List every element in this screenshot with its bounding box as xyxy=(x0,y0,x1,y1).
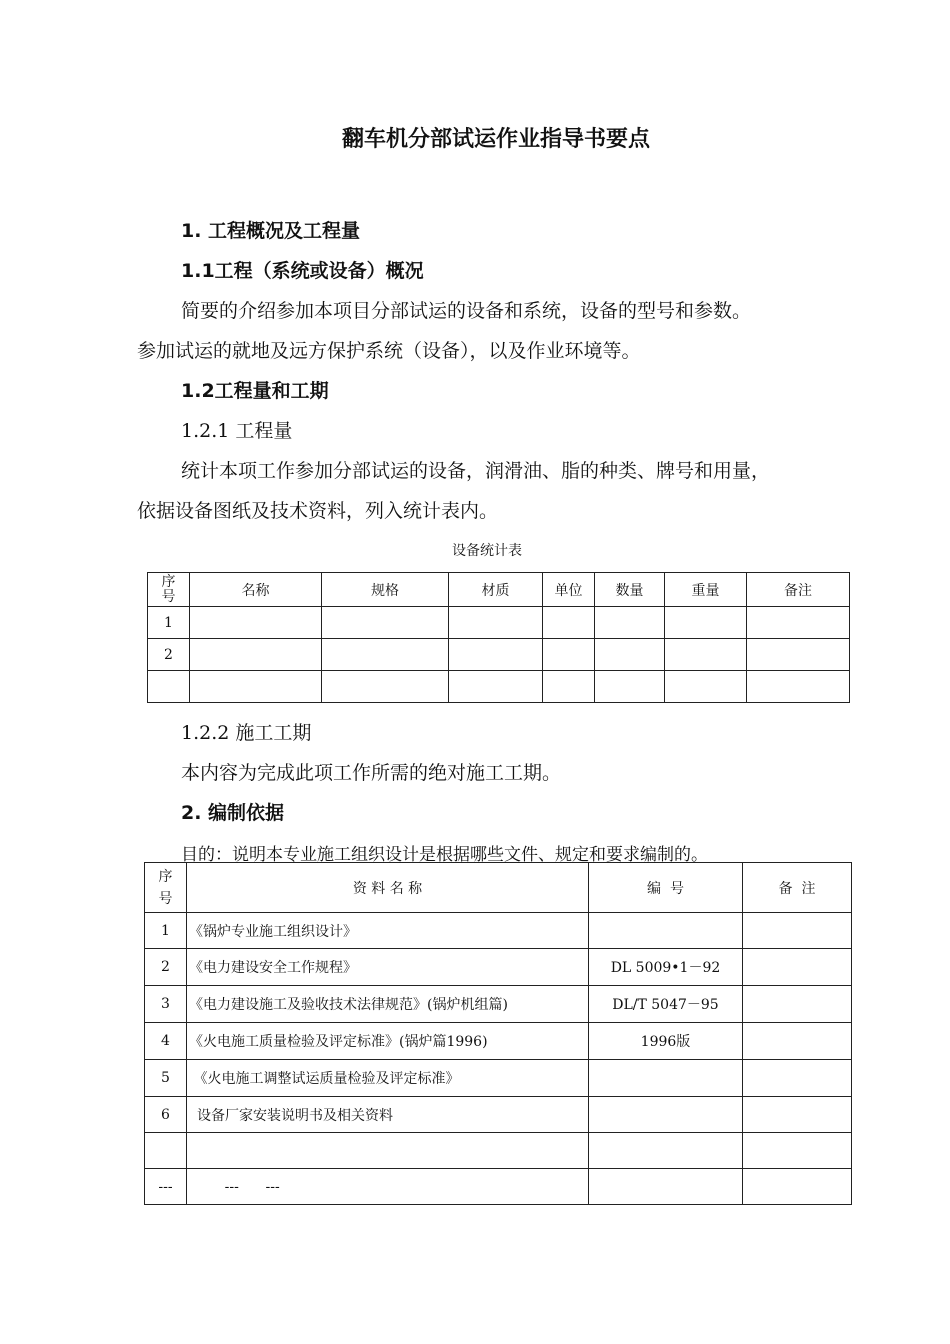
table-cell xyxy=(743,1133,852,1169)
section-2-heading: 2. 编制依据 xyxy=(181,802,285,824)
table-row xyxy=(145,1169,852,1205)
table-cell: --- --- xyxy=(187,1169,589,1205)
table-cell xyxy=(322,639,449,671)
table-cell xyxy=(743,1097,852,1133)
section-1-2-2-paragraph: 本内容为完成此项工作所需的绝对施工工期。 xyxy=(181,762,562,784)
table-cell xyxy=(747,671,850,703)
table-cell: 2 xyxy=(145,949,187,986)
section-1-1-heading: 1.1工程（系统或设备）概况 xyxy=(181,260,424,282)
equipment-header-unit: 单位 xyxy=(543,573,595,607)
table-cell xyxy=(449,607,543,639)
section-1-heading: 1. 工程概况及工程量 xyxy=(181,220,361,242)
section-1-1-paragraph-line-1: 简要的介绍参加本项目分部试运的设备和系统，设备的型号和参数。 xyxy=(181,300,752,322)
table-cell xyxy=(747,639,850,671)
table-cell xyxy=(449,639,543,671)
table-row xyxy=(148,671,850,703)
table-cell xyxy=(595,639,665,671)
equipment-header-name: 名称 xyxy=(190,573,322,607)
table-cell: 2 xyxy=(148,639,190,671)
table-cell: 《火电施工质量检验及评定标准》(锅炉篇1996) xyxy=(187,1023,589,1060)
basis-header-code: 编 号 xyxy=(589,863,743,913)
table-cell: --- xyxy=(145,1169,187,1205)
table-cell xyxy=(187,1133,589,1169)
table-row xyxy=(145,986,852,1023)
table-cell xyxy=(743,986,852,1023)
table-cell xyxy=(743,949,852,986)
table-cell xyxy=(747,607,850,639)
table-cell xyxy=(743,1169,852,1205)
equipment-statistics-table xyxy=(147,572,850,703)
equipment-table-header-row xyxy=(148,573,850,607)
table-cell xyxy=(589,1169,743,1205)
table-cell xyxy=(589,1097,743,1133)
equipment-header-spec: 规格 xyxy=(322,573,449,607)
table-cell xyxy=(148,671,190,703)
table-cell xyxy=(595,607,665,639)
section-1-1-paragraph-line-2: 参加试运的就地及远方保护系统（设备），以及作业环境等。 xyxy=(137,340,641,362)
table-cell: 《电力建设施工及验收技术法律规范》(锅炉机组篇) xyxy=(187,986,589,1023)
table-row xyxy=(145,1060,852,1097)
table-cell: 《锅炉专业施工组织设计》 xyxy=(187,913,589,949)
table-row xyxy=(145,949,852,986)
table-cell: DL/T 5047－95 xyxy=(589,986,743,1023)
table-cell xyxy=(322,607,449,639)
table-row xyxy=(145,1097,852,1133)
basis-header-index: 序号 xyxy=(145,863,187,913)
table-cell xyxy=(665,671,747,703)
table-row xyxy=(145,1133,852,1169)
section-1-2-1-heading: 1.2.1 工程量 xyxy=(181,420,293,442)
table-row xyxy=(145,913,852,949)
table-cell xyxy=(543,671,595,703)
table-cell: 1996版 xyxy=(589,1023,743,1060)
table-cell xyxy=(145,1133,187,1169)
table-row xyxy=(145,1023,852,1060)
table-cell: 设备厂家安装说明书及相关资料 xyxy=(187,1097,589,1133)
section-2-paragraph: 目的：说明本专业施工组织设计是根据哪些文件、规定和要求编制的。 xyxy=(181,845,708,865)
table-cell: 《电力建设安全工作规程》 xyxy=(187,949,589,986)
table-cell: 6 xyxy=(145,1097,187,1133)
section-1-2-1-paragraph-line-1: 统计本项工作参加分部试运的设备，润滑油、脂的种类、牌号和用量， xyxy=(181,460,771,482)
table-cell: 5 xyxy=(145,1060,187,1097)
table-row xyxy=(148,607,850,639)
table-cell xyxy=(190,607,322,639)
table-cell xyxy=(190,639,322,671)
table-cell: 1 xyxy=(145,913,187,949)
page-title: 翻车机分部试运作业指导书要点 xyxy=(342,127,651,152)
table-cell xyxy=(543,607,595,639)
basis-header-document-name: 资 料 名 称 xyxy=(187,863,589,913)
table-cell xyxy=(743,913,852,949)
table-cell xyxy=(589,1060,743,1097)
table-cell xyxy=(595,671,665,703)
table-cell: 1 xyxy=(148,607,190,639)
table-cell xyxy=(589,913,743,949)
table-cell xyxy=(743,1023,852,1060)
table-cell xyxy=(743,1060,852,1097)
table-cell: 4 xyxy=(145,1023,187,1060)
section-1-2-2-heading: 1.2.2 施工工期 xyxy=(181,722,312,744)
equipment-header-quantity: 数量 xyxy=(595,573,665,607)
table-cell xyxy=(589,1133,743,1169)
section-1-2-heading: 1.2工程量和工期 xyxy=(181,380,329,402)
table-cell xyxy=(449,671,543,703)
table-cell xyxy=(322,671,449,703)
table-cell: 3 xyxy=(145,986,187,1023)
equipment-table-caption: 设备统计表 xyxy=(452,543,522,559)
section-1-2-1-paragraph-line-2: 依据设备图纸及技术资料，列入统计表内。 xyxy=(137,500,499,522)
basis-header-remarks: 备 注 xyxy=(743,863,852,913)
table-cell: 《火电施工调整试运质量检验及评定标准》 xyxy=(187,1060,589,1097)
table-cell: DL 5009•1－92 xyxy=(589,949,743,986)
equipment-header-remarks: 备注 xyxy=(747,573,850,607)
table-cell xyxy=(665,639,747,671)
compilation-basis-table xyxy=(144,862,852,1205)
basis-table-header-row xyxy=(145,863,852,913)
table-cell xyxy=(190,671,322,703)
table-row xyxy=(148,639,850,671)
equipment-header-material: 材质 xyxy=(449,573,543,607)
equipment-header-weight: 重量 xyxy=(665,573,747,607)
table-cell xyxy=(665,607,747,639)
equipment-header-index: 序号 xyxy=(148,573,190,607)
table-cell xyxy=(543,639,595,671)
